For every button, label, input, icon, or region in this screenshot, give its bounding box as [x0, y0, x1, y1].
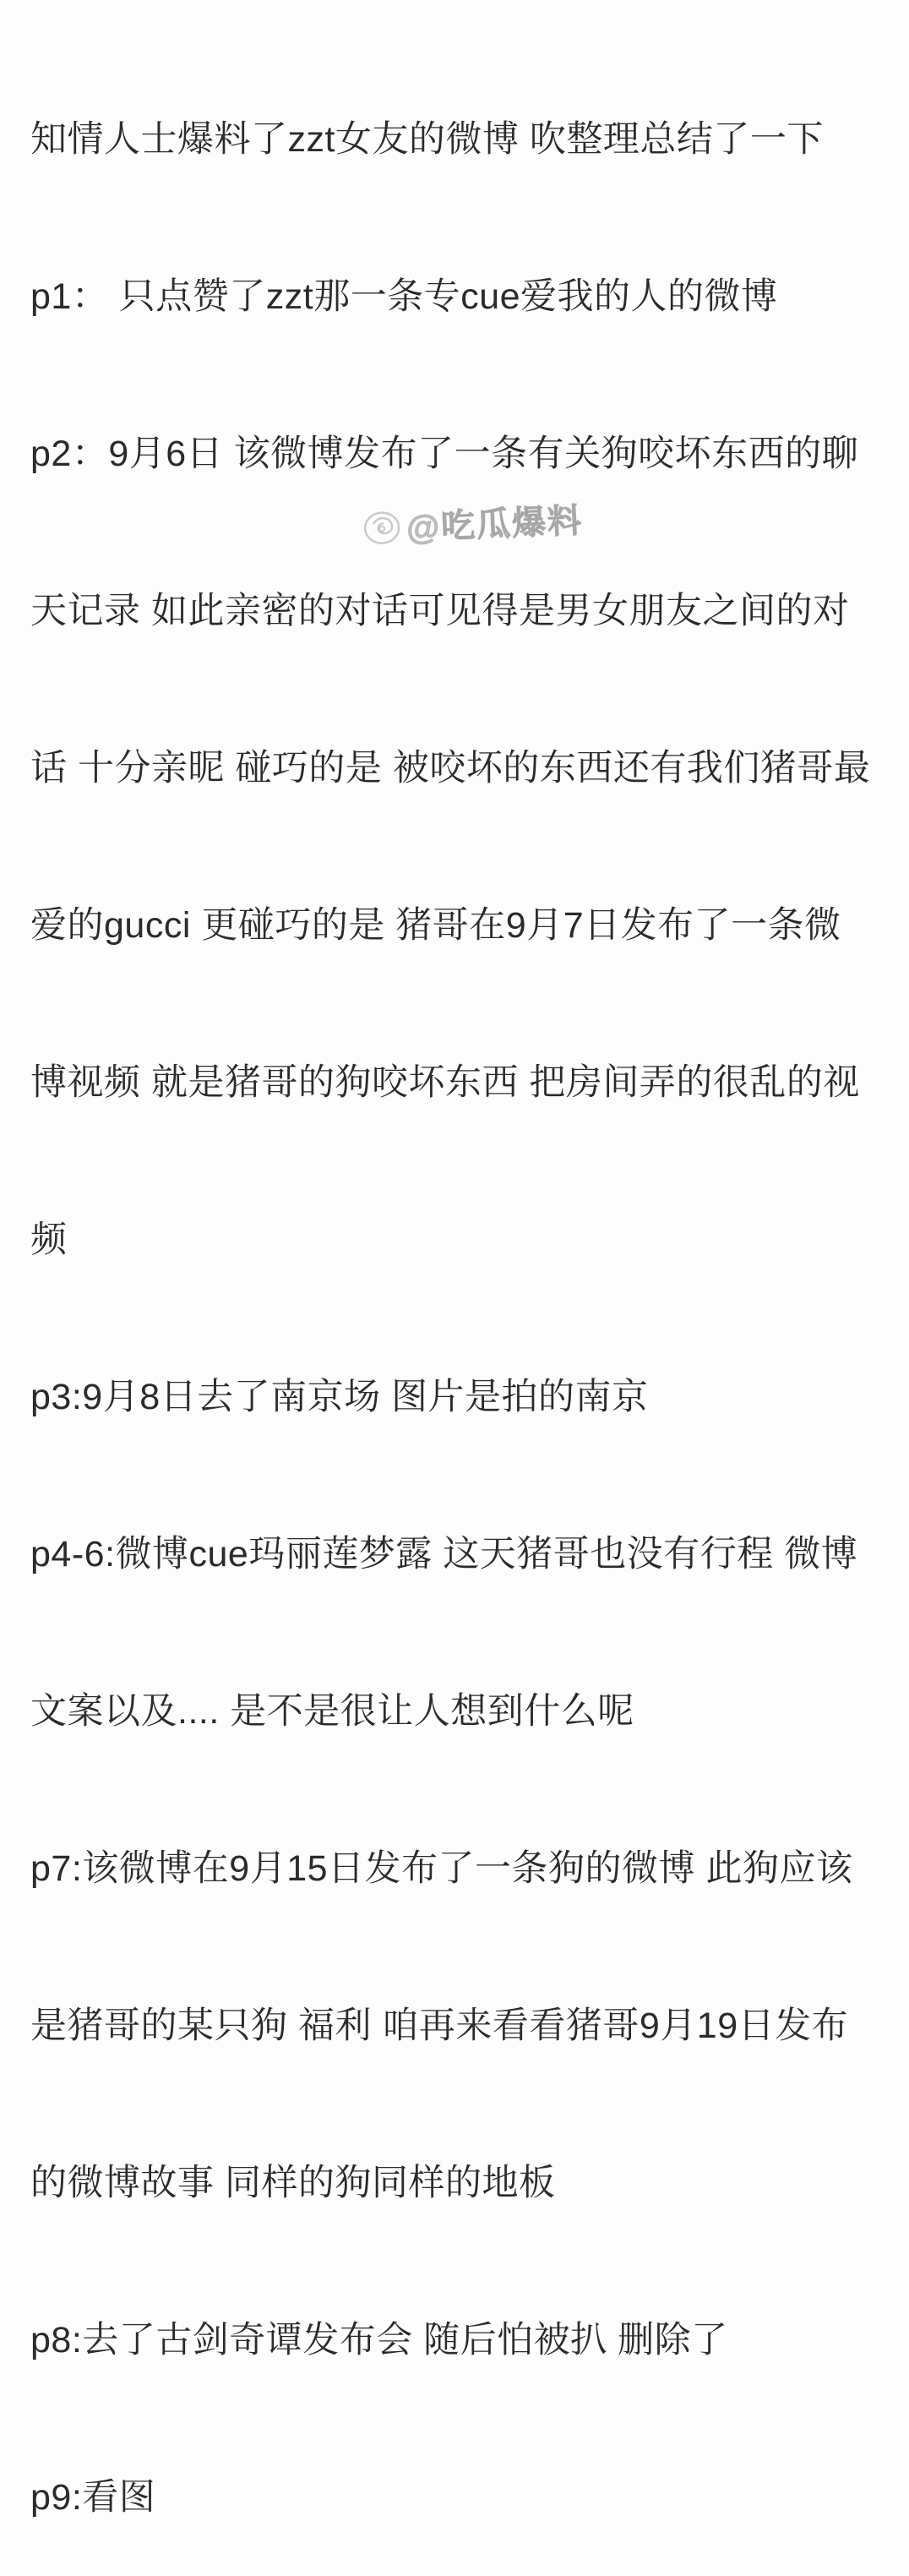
text-line: 频: [30, 1220, 68, 1260]
post-text-block: [30, 8, 892, 2576]
text-line: p7:该微博在9月15日发布了一条狗的微博 此狗应该: [30, 1848, 853, 1889]
text-line: p9:看图: [30, 2477, 156, 2518]
text-line: p4-6:微博cue玛丽莲梦露 这天猪哥也没有行程 微博: [30, 1534, 858, 1575]
text-line: p2：9月6日 该微博发布了一条有关狗咬坏东西的聊: [30, 434, 859, 474]
text-line: p3:9月8日去了南京场 图片是拍的南京: [30, 1377, 649, 1417]
text-line: 爱的gucci 更碰巧的是 猪哥在9月7日发布了一条微: [30, 905, 841, 946]
text-line: 的微博故事 同样的狗同样的地板: [30, 2163, 556, 2203]
text-line: 是猪哥的某只狗 福利 咱再来看看猪哥9月19日发布: [30, 2006, 849, 2046]
text-line: 知情人士爆料了zzt女友的微博 吹整理总结了一下: [30, 119, 824, 160]
text-line: p1： 只点赞了zzt那一条专cue爱我的人的微博: [30, 276, 778, 317]
text-line: 话 十分亲昵 碰巧的是 被咬坏的东西还有我们猪哥最: [30, 748, 871, 789]
text-line: p8:去了古剑奇谭发布会 随后怕被扒 删除了: [30, 2320, 728, 2360]
text-line: 天记录 如此亲密的对话可见得是男女朋友之间的对: [30, 591, 850, 631]
watermark-handle: @吃瓜爆料: [406, 502, 585, 548]
text-line: 文案以及.... 是不是很让人想到什么呢: [30, 1691, 634, 1732]
text-line: 博视频 就是猪哥的狗咬坏东西 把房间弄的很乱的视: [30, 1062, 860, 1103]
